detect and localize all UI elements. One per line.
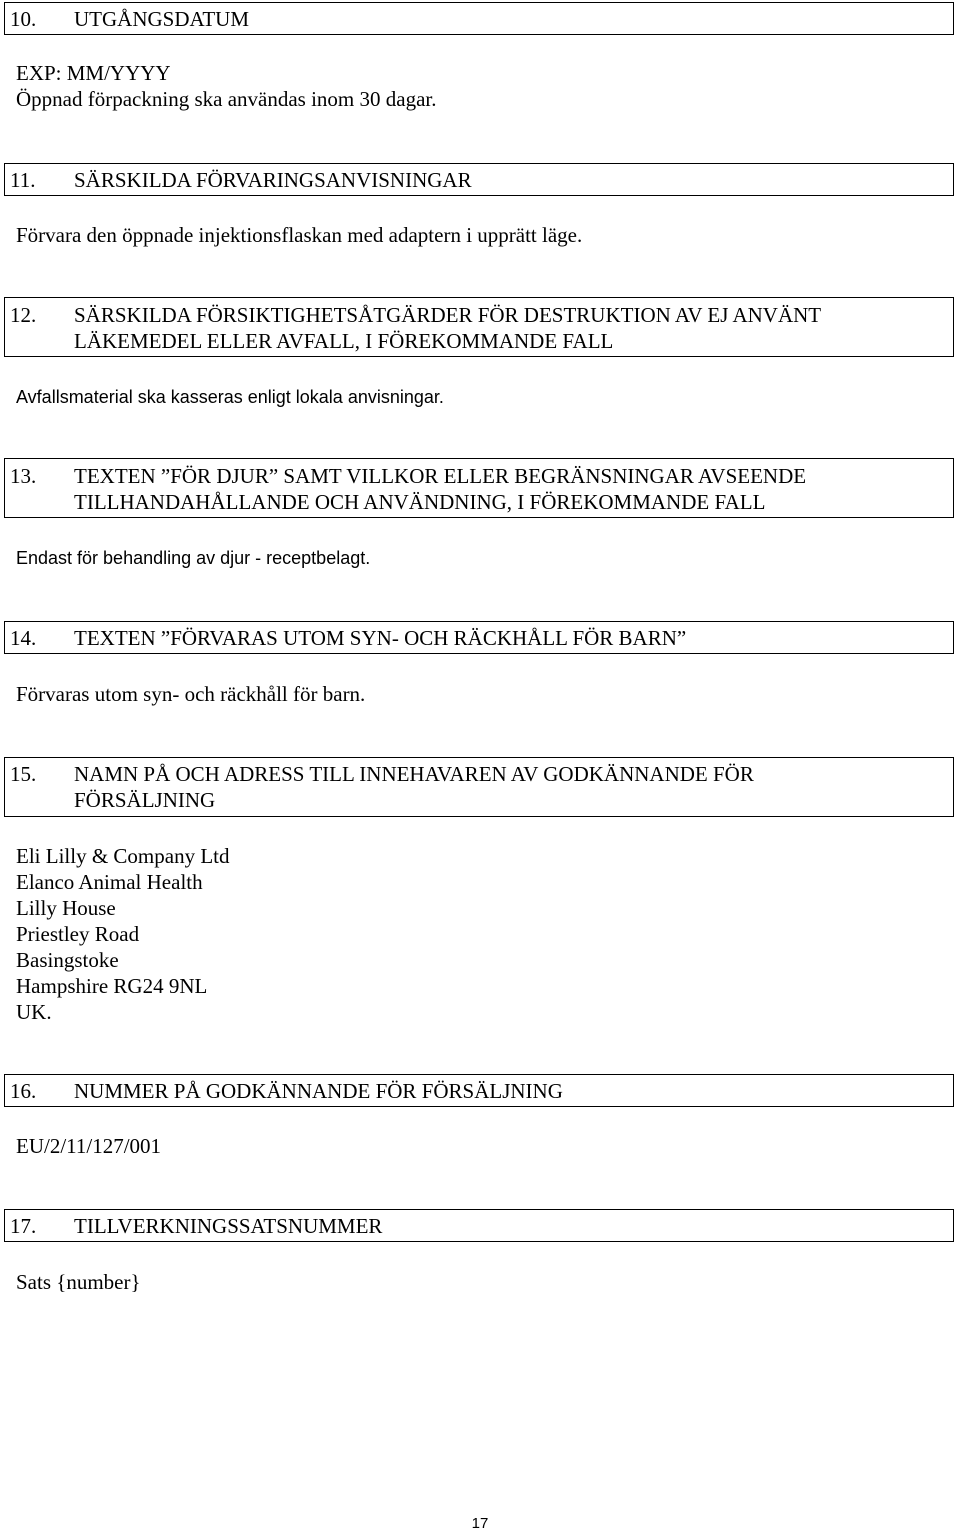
address-line: UK.	[16, 1000, 52, 1024]
section-title: TILLVERKNINGSSATSNUMMER	[74, 1214, 383, 1238]
section-title: UTGÅNGSDATUM	[74, 7, 250, 31]
body-line: Endast för behandling av djur - receptbelagt.	[16, 548, 371, 568]
section-title: NUMMER PÅ GODKÄNNANDE FÖR FÖRSÄLJNING	[74, 1079, 563, 1103]
section-11-heading	[10, 167, 472, 193]
section-12-heading-continued	[10, 328, 613, 354]
address-line: Elanco Animal Health	[16, 870, 203, 894]
section-number: 12.	[10, 303, 37, 327]
address-line: Eli Lilly & Company Ltd	[16, 844, 230, 868]
section-number: 10.	[10, 7, 37, 31]
section-number: 13.	[10, 464, 37, 488]
section-title: TEXTEN ”FÖR DJUR” SAMT VILLKOR ELLER BEGRÄNSNINGAR AVSEENDE	[74, 464, 807, 488]
section-12-heading	[10, 302, 821, 328]
body-line: EXP: MM/YYYY	[16, 61, 171, 85]
section-number: 17.	[10, 1214, 37, 1238]
section-15-heading	[10, 761, 754, 787]
section-title: TEXTEN ”FÖRVARAS UTOM SYN- OCH RÄCKHÅLL FÖR BARN”	[74, 626, 687, 650]
section-10-heading	[10, 6, 249, 32]
address-line: Lilly House	[16, 896, 116, 920]
section-number: 14.	[10, 626, 37, 650]
section-title: SÄRSKILDA FÖRVARINGSANVISNINGAR	[74, 168, 472, 192]
section-17-heading	[10, 1213, 382, 1239]
section-title: NAMN PÅ OCH ADRESS TILL INNEHAVAREN AV GODKÄNNANDE FÖR	[74, 762, 754, 786]
section-title: TILLHANDAHÅLLANDE OCH ANVÄNDNING, I FÖREKOMMANDE FALL	[74, 490, 766, 514]
body-line: EU/2/11/127/001	[16, 1134, 162, 1158]
section-number: 11.	[10, 168, 36, 192]
section-title: LÄKEMEDEL ELLER AVFALL, I FÖREKOMMANDE FALL	[74, 329, 614, 353]
section-13-heading-continued	[10, 489, 765, 515]
body-line: Öppnad förpackning ska användas inom 30 dagar.	[16, 87, 437, 111]
address-line: Priestley Road	[16, 922, 140, 946]
section-13-heading	[10, 463, 806, 489]
body-line: Sats {number}	[16, 1270, 141, 1294]
section-title: FÖRSÄLJNING	[74, 788, 216, 812]
body-line: Avfallsmaterial ska kasseras enligt lokala anvisningar.	[16, 387, 444, 407]
section-14-heading	[10, 625, 686, 651]
section-title: SÄRSKILDA FÖRSIKTIGHETSÅTGÄRDER FÖR DESTRUKTION AV EJ ANVÄNT	[74, 303, 822, 327]
page-number: 17	[471, 1515, 489, 1532]
address-line: Hampshire RG24 9NL	[16, 974, 208, 998]
body-line: Förvara den öppnade injektionsflaskan med adaptern i upprätt läge.	[16, 223, 583, 247]
section-16-heading	[10, 1078, 563, 1104]
body-line: Förvaras utom syn- och räckhåll för barn.	[16, 682, 366, 706]
section-15-heading-continued	[10, 787, 215, 813]
address-line: Basingstoke	[16, 948, 119, 972]
section-number: 16.	[10, 1079, 37, 1103]
section-number: 15.	[10, 762, 37, 786]
